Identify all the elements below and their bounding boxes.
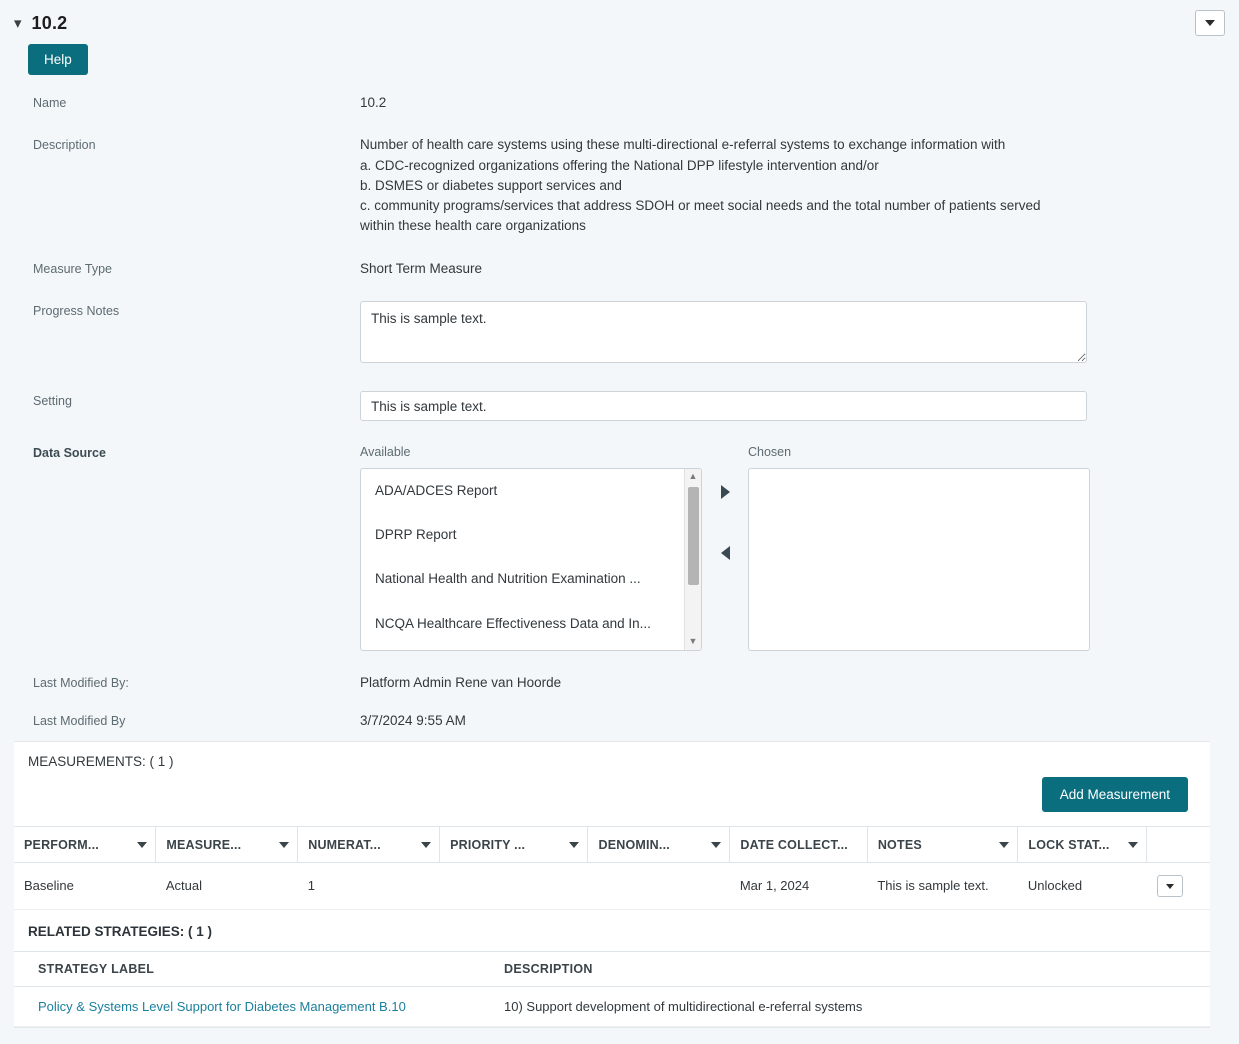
- field-label-name: Name: [33, 96, 67, 110]
- description-line: b. DSMES or diabetes support services and: [360, 177, 622, 193]
- column-header-label: DATE COLLECT...: [740, 837, 848, 852]
- field-value-description: [360, 135, 1239, 236]
- chosen-listbox[interactable]: [748, 468, 1090, 651]
- help-button[interactable]: Help: [28, 44, 88, 75]
- setting-input[interactable]: [360, 391, 1087, 421]
- chosen-caption: Chosen: [748, 445, 792, 459]
- available-option[interactable]: NCQA Healthcare Effectiveness Data and In...: [375, 615, 651, 631]
- field-progress-notes: [0, 301, 1239, 369]
- cell-notes: This is sample text.: [867, 863, 1018, 910]
- field-value-last-modified-by: Platform Admin Rene van Hoorde: [360, 674, 562, 690]
- column-header-label: LOCK STAT...: [1028, 837, 1110, 852]
- caret-down-icon: [1205, 20, 1215, 26]
- field-label-last-modified-by: Last Modified By:: [33, 675, 129, 690]
- field-label-progress-notes: Progress Notes: [33, 303, 120, 318]
- cell-numerator: 1: [298, 863, 440, 910]
- column-header-numerator[interactable]: [298, 827, 440, 863]
- field-description: [0, 135, 1239, 236]
- cell-priority: [440, 863, 588, 910]
- cell-strategy-label: [14, 987, 480, 1027]
- column-header-date-collected[interactable]: [730, 827, 867, 863]
- row-menu-button[interactable]: [1157, 875, 1183, 897]
- chevron-down-icon[interactable]: [711, 842, 721, 848]
- column-header-lock-status[interactable]: [1018, 827, 1147, 863]
- table-row[interactable]: [14, 863, 1210, 910]
- cell-performance: Baseline: [14, 863, 156, 910]
- chevron-down-icon[interactable]: [569, 842, 579, 848]
- description-line: Number of health care systems using these multi-directional e-referral systems to exchange information with: [360, 137, 1006, 153]
- table-row: [14, 987, 1210, 1027]
- cell-row-actions: [1147, 863, 1210, 910]
- column-header-strategy-label: STRATEGY LABEL: [14, 952, 480, 987]
- data-source-dual-listbox: [360, 443, 1139, 651]
- available-listbox[interactable]: [360, 468, 702, 651]
- measurements-panel: [14, 741, 1210, 1028]
- scrollbar-thumb[interactable]: [688, 487, 699, 585]
- chevron-down-icon[interactable]: [279, 842, 289, 848]
- record-actions-menu-button[interactable]: [1195, 10, 1225, 36]
- field-value-name: 10.2: [360, 95, 387, 110]
- add-measurement-button[interactable]: Add Measurement: [1042, 777, 1188, 812]
- available-option[interactable]: National Health and Nutrition Examination ...: [375, 571, 641, 587]
- column-header-priority[interactable]: [440, 827, 588, 863]
- progress-notes-textarea[interactable]: [360, 301, 1087, 363]
- record-header: [0, 0, 1239, 36]
- column-header-strategy-description: DESCRIPTION: [480, 952, 1210, 987]
- description-line: c. community programs/services that address SDOH or meet social needs and the total number of patients served: [360, 198, 1041, 213]
- field-label-description: Description: [33, 138, 96, 153]
- field-last-modified-date: [0, 711, 1239, 731]
- field-measure-type: [0, 259, 1239, 279]
- available-option[interactable]: ADA/ADCES Report: [375, 482, 498, 498]
- field-value-last-modified-date: 3/7/2024 9:55 AM: [360, 713, 466, 728]
- available-listbox-scrollbar[interactable]: [684, 469, 701, 650]
- measurements-header-row: [14, 827, 1210, 863]
- strategy-link[interactable]: Policy & Systems Level Support for Diabetes Management B.10: [38, 999, 406, 1015]
- cell-date-collected: Mar 1, 2024: [730, 863, 867, 910]
- field-last-modified-by: [0, 673, 1239, 693]
- chevron-down-icon[interactable]: [137, 842, 147, 848]
- page-title: 10.2: [31, 12, 68, 33]
- measurements-table: [14, 826, 1210, 910]
- caret-down-icon: [1166, 884, 1174, 889]
- column-header-performance[interactable]: [14, 827, 156, 863]
- cell-lock-status: Unlocked: [1018, 863, 1147, 910]
- chevron-down-icon[interactable]: [999, 842, 1009, 848]
- column-header-denominator[interactable]: [588, 827, 730, 863]
- field-label-last-modified-date: Last Modified By: [33, 714, 126, 728]
- chosen-column: [748, 443, 1090, 651]
- column-header-label: MEASURE...: [166, 837, 242, 852]
- column-header-actions: [1147, 827, 1210, 863]
- field-label-measure-type: Measure Type: [33, 261, 112, 276]
- column-header-label: PERFORM...: [24, 837, 99, 852]
- chevron-down-icon[interactable]: [421, 842, 431, 848]
- field-label-data-source: Data Source: [33, 446, 106, 460]
- cell-denominator: [588, 863, 730, 910]
- triangle-left-icon[interactable]: [721, 546, 730, 560]
- scroll-up-icon[interactable]: ▲: [688, 471, 698, 481]
- dual-listbox-controls: [702, 443, 748, 607]
- related-strategies-header-row: [14, 952, 1210, 987]
- field-name: [0, 93, 1239, 113]
- field-setting: [0, 391, 1239, 421]
- field-label-setting: Setting: [33, 394, 72, 408]
- available-caption: Available: [360, 445, 411, 459]
- scroll-down-icon[interactable]: ▼: [688, 636, 698, 646]
- measurements-section-title: MEASUREMENTS: ( 1 ): [28, 754, 174, 770]
- chevron-down-icon[interactable]: ▾: [14, 14, 22, 32]
- field-data-source: [0, 443, 1239, 651]
- column-header-label: NOTES: [877, 837, 922, 852]
- cell-measure: Actual: [156, 863, 298, 910]
- cell-strategy-description: 10) Support development of multidirectional e-referral systems: [480, 987, 1210, 1027]
- description-line: within these health care organizations: [360, 218, 586, 234]
- column-header-notes[interactable]: [867, 827, 1018, 863]
- description-line: a. CDC-recognized organizations offering the National DPP lifestyle intervention and/or: [360, 157, 879, 173]
- column-header-label: PRIORITY ...: [450, 837, 526, 852]
- related-strategies-table: [14, 951, 1210, 1027]
- available-column: [360, 443, 702, 651]
- triangle-right-icon[interactable]: [721, 485, 730, 499]
- column-header-measure[interactable]: [156, 827, 298, 863]
- column-header-label: DENOMIN...: [598, 837, 670, 852]
- chevron-down-icon[interactable]: [1128, 842, 1138, 848]
- field-value-measure-type: Short Term Measure: [360, 260, 483, 276]
- available-option[interactable]: DPRP Report: [375, 527, 457, 542]
- help-row: [0, 36, 1239, 75]
- column-header-label: NUMERAT...: [308, 837, 381, 852]
- detail-form: [0, 75, 1239, 731]
- related-strategies-section-title: RELATED STRATEGIES: ( 1 ): [28, 924, 213, 940]
